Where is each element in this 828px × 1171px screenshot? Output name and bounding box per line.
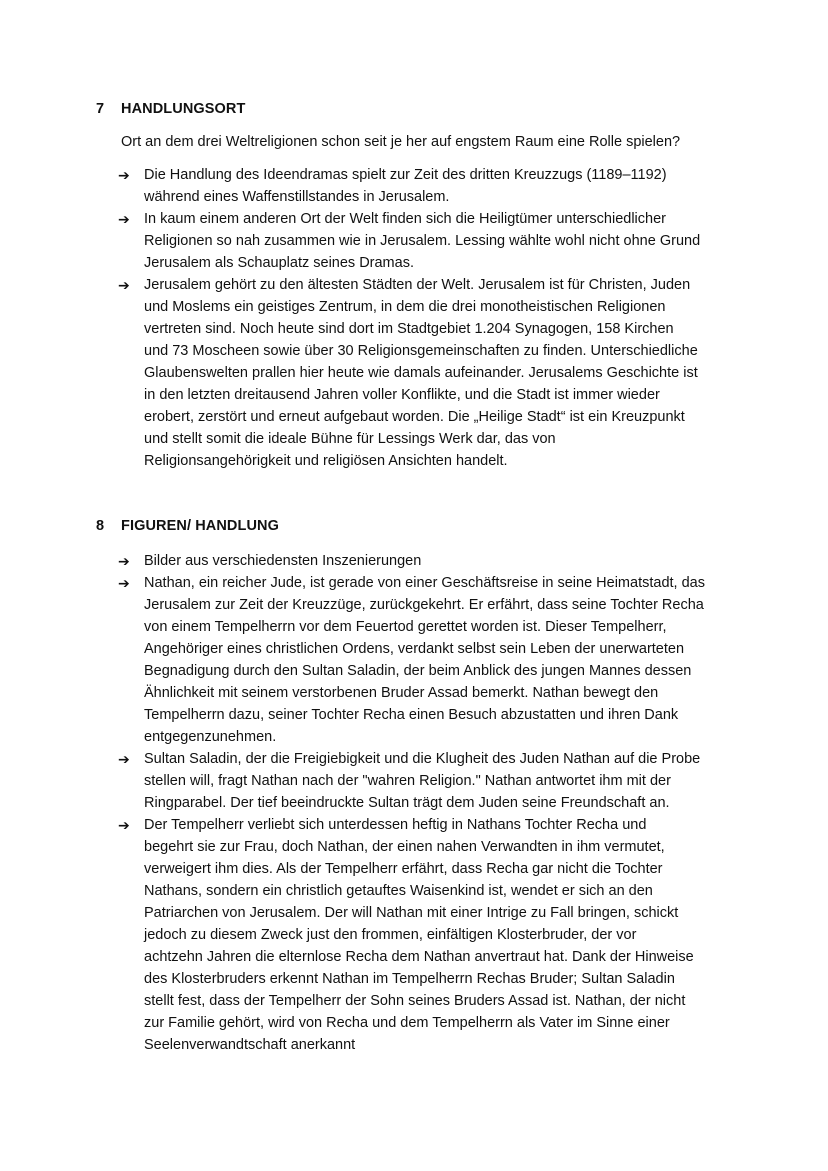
section-8-heading	[96, 518, 279, 534]
arrow-right-icon: ➔	[118, 751, 130, 767]
bullet-text-line: vertreten sind. Noch heute sind dort im Stadtgebiet 1.204 Synagogen, 158 Kirchen	[144, 321, 674, 337]
bullet-text-line: Die Handlung des Ideendramas spielt zur Zeit des dritten Kreuzzugs (1189–1192)	[144, 167, 667, 183]
bullet-text-line: stellt fest, dass der Tempelherr der Sohn seines Bruders Assad ist. Nathan, der nicht	[144, 993, 686, 1009]
bullet-text-line: Der Tempelherr verliebt sich unterdessen heftig in Nathans Tochter Recha und	[144, 817, 647, 833]
bullet-text-line: Ähnlichkeit mit seinem verstorbenen Bruder Assad bemerkt. Nathan bewegt den	[144, 685, 659, 701]
bullet-text-line: begehrt sie zur Frau, doch Nathan, der einen nahen Verwandten in ihm vermutet,	[144, 839, 665, 855]
section-8-title: FIGUREN/ HANDLUNG	[121, 518, 279, 534]
bullet-text-line: Ringparabel. Der tief beeindruckte Sultan trägt dem Juden seine Freundschaft an.	[144, 795, 670, 811]
section-7-bullet-list	[118, 164, 738, 472]
bullet-text-line: Angehöriger eines christlichen Ordens, verdankt selbst sein Leben der unerwarteten	[144, 641, 685, 657]
bullet-text-line: Jerusalem als Schauplatz seines Dramas.	[144, 255, 414, 271]
bullet-item	[118, 572, 738, 748]
arrow-right-icon: ➔	[118, 167, 130, 183]
section-8-bullet-list	[118, 550, 738, 1056]
bullet-text-line: während eines Waffenstillstandes in Jerusalem.	[144, 189, 450, 205]
bullet-text-line: Jerusalem gehört zu den ältesten Städten der Welt. Jerusalem ist für Christen, Juden	[144, 277, 691, 293]
bullet-text-line: zur Familie gehört, wird von Recha und dem Tempelherrn als Vater im Sinne einer	[144, 1015, 670, 1031]
bullet-text-line: in den letzten dreitausend Jahren voller Konflikte, und die Stadt ist immer wieder	[144, 387, 660, 403]
bullet-text-line: und Moslems ein geistiges Zentrum, in dem die drei monotheistischen Religionen	[144, 299, 666, 315]
bullet-text-line: verweigert ihm dies. Als der Tempelherr erfährt, dass Recha gar nicht die Tochter	[144, 861, 663, 877]
bullet-item	[118, 550, 738, 572]
arrow-right-icon: ➔	[118, 575, 130, 591]
section-7-question: Ort an dem drei Weltreligionen schon seit je her auf engstem Raum eine Rolle spielen?	[121, 134, 681, 150]
bullet-item	[118, 814, 738, 1056]
bullet-text-line: Nathans, sondern ein christlich getauftes Waisenkind ist, wendet er sich an den	[144, 883, 653, 899]
bullet-text-line: und stellt somit die ideale Bühne für Lessings Werk dar, das von	[144, 431, 556, 447]
section-7-heading	[96, 101, 245, 117]
bullet-text-line: Nathan, ein reicher Jude, ist gerade von einer Geschäftsreise in seine Heimatstadt, das	[144, 575, 705, 591]
bullet-text-line: erobert, zerstört und erneut aufgebaut worden. Die „Heilige Stadt“ ist ein Kreuzpunkt	[144, 409, 685, 425]
bullet-text-line: Bilder aus verschiedensten Inszenierungen	[144, 553, 422, 569]
bullet-text-line: entgegenzunehmen.	[144, 729, 277, 745]
bullet-text-line: Seelenverwandtschaft anerkannt	[144, 1037, 356, 1053]
bullet-text-line: achtzehn Jahren die elternlose Recha dem Nathan anvertraut hat. Dank der Hinweise	[144, 949, 694, 965]
bullet-text-line: von einem Tempelherrn vor dem Feuertod gerettet worden ist. Dieser Tempelherr,	[144, 619, 667, 635]
bullet-text-line: Religionsangehörigkeit und religiösen Ansichten handelt.	[144, 453, 508, 469]
arrow-right-icon: ➔	[118, 211, 130, 227]
bullet-item	[118, 274, 738, 472]
bullet-text-line: In kaum einem anderen Ort der Welt finden sich die Heiligtümer unterschiedlicher	[144, 211, 666, 227]
bullet-item	[118, 208, 738, 274]
arrow-right-icon: ➔	[118, 817, 130, 833]
bullet-text-line: Begnadigung durch den Sultan Saladin, der beim Anblick des jungen Mannes dessen	[144, 663, 692, 679]
bullet-text-line: Religionen so nah zusammen wie in Jerusalem. Lessing wählte wohl nicht ohne Grund	[144, 233, 701, 249]
bullet-item	[118, 164, 738, 208]
bullet-text-line: Sultan Saladin, der die Freigiebigkeit und die Klugheit des Juden Nathan auf die Probe	[144, 751, 701, 767]
section-8-number: 8	[96, 518, 105, 534]
bullet-text-line: Tempelherrn dazu, seiner Tochter Recha einen Besuch abzustatten und ihren Dank	[144, 707, 679, 723]
arrow-right-icon: ➔	[118, 553, 130, 569]
bullet-text-line: jedoch zu diesem Zweck just den frommen, einfältigen Klosterbruder, der vor	[144, 927, 637, 943]
section-7-number: 7	[96, 101, 105, 117]
bullet-text-line: Glaubenswelten prallen hier heute wie damals aufeinander. Jerusalems Geschichte ist	[144, 365, 698, 381]
bullet-text-line: Jerusalem zur Zeit der Kreuzzüge, zurückgekehrt. Er erfährt, dass seine Tochter Recha	[144, 597, 704, 613]
bullet-text-line: stellen will, fragt Nathan nach der "wahren Religion." Nathan antwortet ihm mit der	[144, 773, 671, 789]
bullet-text-line: des Klosterbruders erkennt Nathan im Tempelherrn Rechas Bruder; Sultan Saladin	[144, 971, 675, 987]
arrow-right-icon: ➔	[118, 277, 130, 293]
bullet-text-line: Patriarchen von Jerusalem. Der will Nathan mit einer Intrige zu Fall bringen, schickt	[144, 905, 679, 921]
bullet-text-line: und 73 Moscheen sowie über 30 Religionsgemeinschaften zu finden. Unterschiedliche	[144, 343, 698, 359]
section-7-title: HANDLUNGSORT	[121, 101, 246, 117]
bullet-item	[118, 748, 738, 814]
